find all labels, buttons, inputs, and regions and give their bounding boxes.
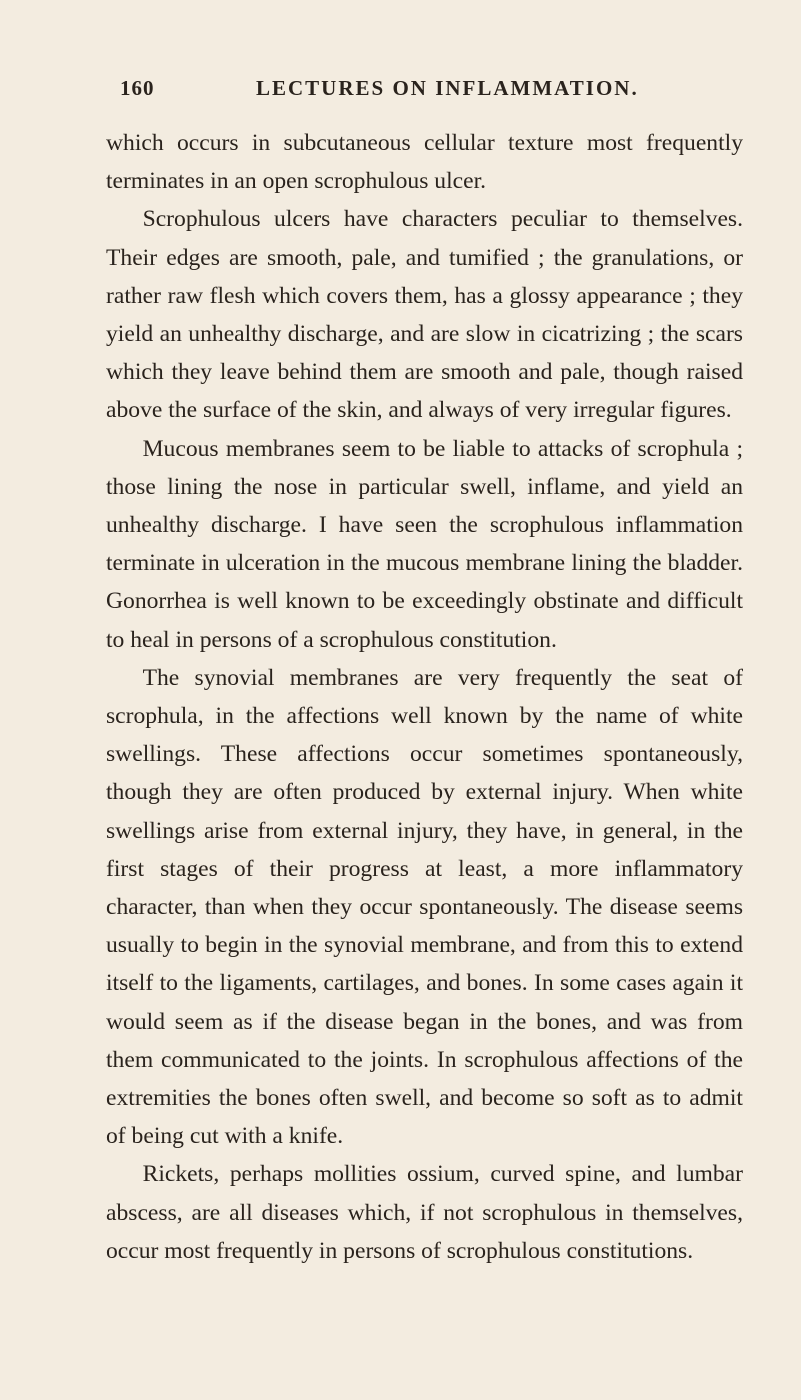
paragraph-continued: which occurs in subcutaneous cellular texture most frequently terminates in an open scrophulous ulcer. — [106, 130, 743, 195]
paragraph-synovial-membranes: The synovial membranes are very frequently the seat of scrophula, in the affections well known by the name of white swellings. These affections occur sometimes spontaneously, though they are often produced by external injury. When white swellings arise from external injury, they have, in general, in the first stages of their progress at least, a more inflammatory character, than when they occur spontaneously. The disease seems usually to begin in the synovial membrane, and from this to extend itself to the ligaments, cartilages, and bones. In some cases again it would seem as if the disease began in the bones, and was from them communicated to the joints. In scrophulous affections of the extremities the bones often swell, and become so soft as to admit of being cut with a knife. — [106, 664, 743, 1150]
paragraph-rickets: Rickets, perhaps mollities ossium, curved spine, and lumbar abscess, are all diseases which, if not scrophulous in themselves, occur most frequently in persons of scrophulous constitutions. — [106, 1161, 743, 1264]
paragraph-scrophulous-ulcers: Scrophulous ulcers have characters peculiar to themselves. Their edges are smooth, pale, and tumified ; the granulations, or rather raw flesh which covers them, has a glossy appearance ; they yield an unhealthy discharge, and are slow in cicatrizing ; the scars which they leave behind them are smooth and pale, though raised above the surface of the skin, and always of very irregular figures. — [106, 206, 743, 424]
paragraph-mucous-membranes: Mucous membranes seem to be liable to attacks of scrophula ; those lining the nose in particular swell, inflame, and yield an unhealthy discharge. I have seen the scrophulous inflammation terminate in ulceration in the mucous membrane lining the bladder. Gonorrhea is well known to be exceedingly obstinate and difficult to heal in persons of a scrophulous constitution. — [106, 435, 743, 653]
body-text — [106, 124, 743, 1270]
running-head — [120, 76, 731, 110]
running-title: LECTURES ON INFLAMMATION. — [256, 76, 639, 100]
page-number: 160 — [120, 76, 155, 100]
